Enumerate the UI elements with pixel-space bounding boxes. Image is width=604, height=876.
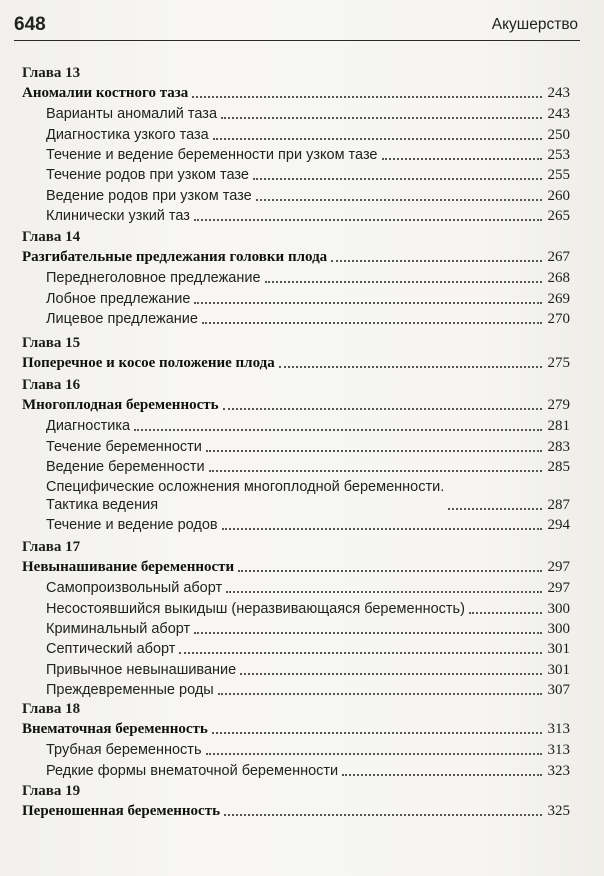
toc-entry-title-line1: Специфические осложнения многоплодной беременности. [46,479,445,496]
toc-entry-page-number: 250 [547,126,570,143]
dot-leader [279,366,542,368]
chapter-page-number: 275 [547,355,570,371]
chapter-title-row[interactable] [22,394,570,414]
toc-entry-row[interactable] [22,476,570,514]
toc-entry-page-number: 243 [547,106,570,123]
toc-entry-row[interactable] [22,415,570,435]
table-of-contents [22,0,570,876]
toc-entry-page-number: 307 [547,681,570,698]
toc-entry-title[interactable]: Трубная беременность [46,742,202,759]
toc-entry-page-number: 260 [547,187,570,204]
chapter-title[interactable]: Разгибательные предлежания головки плода [22,249,328,265]
toc-entry-row[interactable] [22,288,570,308]
chapter-title[interactable]: Многоплодная беременность [22,397,219,413]
dot-leader [218,693,542,695]
toc-entry-page-number: 301 [547,661,570,678]
dot-leader [194,302,542,304]
toc-entry-title[interactable] [22,478,444,514]
toc-entry-title[interactable]: Несостоявшийся выкидыш (неразвивающаяся беременность) [46,600,465,617]
chapter-label-row [22,332,570,352]
toc-entry-page-number: 283 [547,438,570,455]
chapter-label-row [22,374,570,394]
dot-leader [134,429,542,431]
chapter-title[interactable]: Внематочная беременность [22,721,208,737]
toc-entry-title[interactable]: Привычное невынашивание [46,661,237,678]
toc-entry-title[interactable]: Течение родов при узком тазе [46,167,249,184]
toc-entry-row[interactable] [22,103,570,123]
toc-entry-title[interactable]: Лобное предлежание [46,290,191,307]
toc-entry-page-number: 297 [547,580,570,597]
chapter-title-row[interactable] [22,556,570,576]
toc-entry-row[interactable] [22,638,570,658]
dot-leader [342,774,542,776]
toc-entry-title[interactable]: Ведение беременности [46,458,205,475]
chapter-label: Глава 13 [22,65,81,81]
chapter-title[interactable]: Невынашивание беременности [22,559,235,575]
toc-entry-row[interactable] [22,618,570,638]
toc-entry-title[interactable]: Клинически узкий таз [46,207,190,224]
toc-entry-title[interactable]: Редкие формы внематочной беременности [46,762,339,779]
chapter-title-row[interactable] [22,82,570,102]
dot-leader [206,450,542,452]
dot-leader [240,673,542,675]
toc-entry-page-number: 268 [547,270,570,287]
chapter-title-row[interactable] [22,352,570,372]
dot-leader [221,117,542,119]
toc-entry-row[interactable] [22,679,570,699]
chapter-label: Глава 15 [22,335,81,351]
chapter-page-number: 267 [547,249,570,265]
dot-leader [212,732,542,734]
chapter-title[interactable]: Поперечное и косое положение плода [22,355,275,371]
dot-leader [224,814,542,816]
toc-entry-row[interactable] [22,456,570,476]
dot-leader [226,591,542,593]
toc-entry-page-number: 313 [547,742,570,759]
page-number: 648 [14,14,46,35]
toc-entry-title[interactable]: Варианты аномалий таза [46,106,218,123]
toc-entry-page-number: 269 [547,290,570,307]
dot-leader [238,570,542,572]
toc-entry-page-number: 285 [547,458,570,475]
chapter-title-row[interactable] [22,800,570,820]
toc-entry-row[interactable] [22,185,570,205]
chapter-page-number: 325 [547,803,570,819]
toc-entry-title[interactable]: Криминальный аборт [46,620,191,637]
toc-entry-page-number: 301 [547,641,570,658]
dot-leader [206,753,542,755]
chapter-page-number: 279 [547,397,570,413]
toc-entry-page-number: 253 [547,146,570,163]
chapter-label: Глава 17 [22,539,81,555]
toc-entry-page-number: 255 [547,167,570,184]
toc-entry-row[interactable] [22,436,570,456]
chapter-title[interactable]: Переношенная беременность [22,803,221,819]
dot-leader [469,612,542,614]
toc-entry-page-number: 300 [547,600,570,617]
dot-leader [213,138,542,140]
dot-leader [192,96,542,98]
toc-entry-row[interactable] [22,267,570,287]
chapter-label-row [22,698,570,718]
toc-entry-title[interactable]: Септический аборт [46,641,176,658]
chapter-label-row [22,62,570,82]
dot-leader [265,281,542,283]
dot-leader [382,158,543,160]
chapter-label-row [22,226,570,246]
dot-leader [448,508,542,510]
chapter-label: Глава 19 [22,783,81,799]
toc-entry-row[interactable] [22,308,570,328]
chapter-label: Глава 16 [22,377,81,393]
toc-entry-title[interactable]: Диагностика узкого таза [46,126,209,143]
chapter-label: Глава 18 [22,701,81,717]
toc-entry-row[interactable] [22,164,570,184]
dot-leader [202,322,542,324]
toc-entry-row[interactable] [22,739,570,759]
toc-entry-row[interactable] [22,577,570,597]
dot-leader [253,178,542,180]
toc-entry-row[interactable] [22,760,570,780]
toc-entry-title-line2: Тактика ведения [46,497,159,514]
toc-entry-title[interactable]: Течение и ведение родов [46,517,218,534]
toc-entry-page-number: 270 [547,310,570,327]
toc-entry-row[interactable] [22,144,570,164]
toc-entry-title[interactable]: Лицевое предлежание [46,310,198,327]
toc-entry-page-number: 287 [547,497,570,514]
chapter-title-row[interactable] [22,718,570,738]
chapter-page-number: 243 [547,85,570,101]
toc-entry-row[interactable] [22,124,570,144]
dot-leader [256,199,542,201]
toc-entry-title[interactable]: Ведение родов при узком тазе [46,187,252,204]
toc-entry-row[interactable] [22,205,570,225]
chapter-page-number: 297 [547,559,570,575]
chapter-page-number: 313 [547,721,570,737]
toc-entry-page-number: 265 [547,207,570,224]
toc-entry-row[interactable] [22,514,570,534]
dot-leader [194,219,542,221]
dot-leader [331,260,542,262]
chapter-title-row[interactable] [22,246,570,266]
dot-leader [179,652,542,654]
toc-entry-title[interactable]: Преждевременные роды [46,681,214,698]
toc-entry-title[interactable]: Течение и ведение беременности при узком тазе [46,146,378,163]
chapter-label-row [22,536,570,556]
toc-entry-row[interactable] [22,598,570,618]
toc-entry-title[interactable]: Переднеголовное предлежание [46,270,261,287]
toc-entry-title[interactable]: Самопроизвольный аборт [46,580,223,597]
running-title: Акушерство [491,16,578,33]
toc-entry-row[interactable] [22,659,570,679]
dot-leader [209,470,542,472]
toc-entry-page-number: 294 [547,517,570,534]
toc-entry-title[interactable]: Диагностика [46,418,131,435]
chapter-label-row [22,780,570,800]
dot-leader [194,632,542,634]
toc-entry-title[interactable]: Течение беременности [46,438,202,455]
dot-leader [222,528,542,530]
chapter-title[interactable]: Аномалии костного таза [22,85,189,101]
toc-entry-page-number: 281 [547,418,570,435]
toc-entry-page-number: 300 [547,620,570,637]
chapter-label: Глава 14 [22,229,81,245]
toc-entry-page-number: 323 [547,762,570,779]
dot-leader [223,408,542,410]
